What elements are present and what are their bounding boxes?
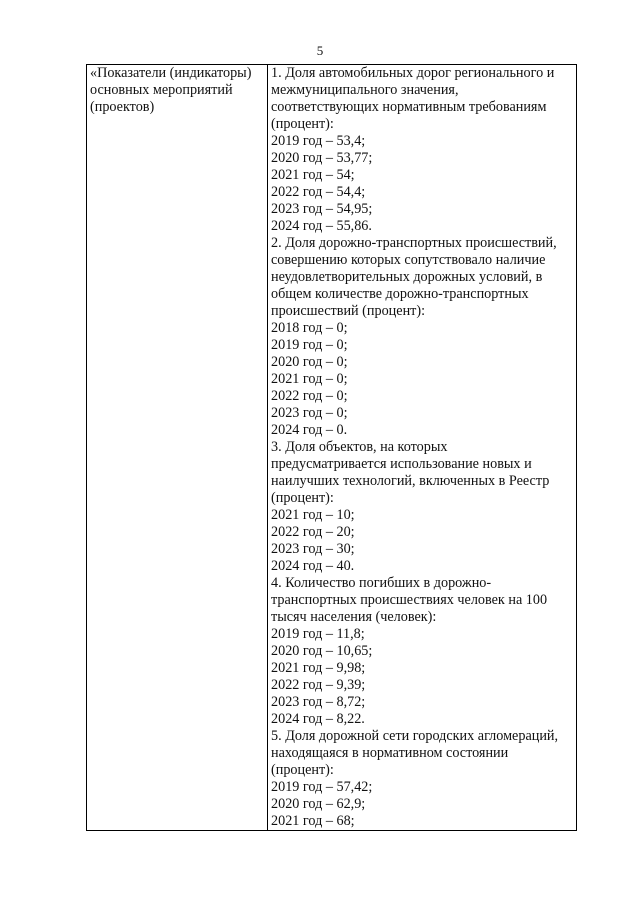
text-line: основных мероприятий [90,82,233,98]
text-line: межмуниципального значения, [271,82,459,98]
text-line: (процент): [271,762,334,778]
text-line: 2022 год – 0; [271,388,348,404]
text-line: 2021 год – 0; [271,371,348,387]
text-line: 2022 год – 20; [271,524,355,540]
text-line: соответствующих нормативным требованиям [271,99,547,115]
text-line: совершению которых сопутствовало наличие [271,252,546,268]
text-line: 2021 год – 10; [271,507,355,523]
text-line: 2023 год – 0; [271,405,348,421]
text-line: 2024 год – 0. [271,422,348,438]
text-line: (процент): [271,116,334,132]
text-line: 2022 год – 54,4; [271,184,366,200]
table-row [87,65,577,831]
text-line: находящаяся в нормативном состоянии [271,745,509,761]
text-line: 2019 год – 53,4; [271,133,366,149]
text-line: 2. Доля дорожно-транспортных происшествий, [271,235,557,251]
indicators-table [86,64,577,831]
text-line: 2024 год – 55,86. [271,218,372,234]
text-line: 5. Доля дорожной сети городских агломераций, [271,728,559,744]
value-lines [271,65,574,830]
indicator-label-cell [87,65,268,831]
text-line: 2024 год – 8,22. [271,711,365,727]
text-line: 2020 год – 62,9; [271,796,366,812]
text-line: 2019 год – 11,8; [271,626,365,642]
text-line: наилучших технологий, включенных в Реестр [271,473,550,489]
text-line: транспортных происшествиях человек на 100 [271,592,548,608]
text-line: 2021 год – 9,98; [271,660,366,676]
text-line: 2018 год – 0; [271,320,348,336]
text-line: 2021 год – 68; [271,813,355,829]
text-line: «Показатели (индикаторы) [90,65,252,81]
text-line: 2019 год – 0; [271,337,348,353]
text-line: общем количестве дорожно-транспортных [271,286,529,302]
text-line: 2020 год – 0; [271,354,348,370]
text-line: 3. Доля объектов, на которых [271,439,448,455]
text-line: 2023 год – 54,95; [271,201,373,217]
text-line: (процент): [271,490,334,506]
text-line: 1. Доля автомобильных дорог регионального и [271,65,555,81]
text-line: (проектов) [90,99,155,115]
text-line: тысяч населения (человек): [271,609,437,625]
text-line: 2020 год – 53,77; [271,150,373,166]
text-line: 2024 год – 40. [271,558,355,574]
text-line: 2022 год – 9,39; [271,677,366,693]
text-line: 2020 год – 10,65; [271,643,373,659]
text-line: 2023 год – 8,72; [271,694,366,710]
page-number: 5 [316,43,324,58]
text-line: предусматривается использование новых и [271,456,532,472]
label-lines [90,65,265,116]
text-line: происшествий (процент): [271,303,426,319]
text-line: 2019 год – 57,42; [271,779,373,795]
text-line: 4. Количество погибших в дорожно- [271,575,492,591]
text-line: 2021 год – 54; [271,167,355,183]
indicator-values-cell [268,65,577,831]
text-line: неудовлетворительных дорожных условий, в [271,269,543,285]
text-line: 2023 год – 30; [271,541,355,557]
